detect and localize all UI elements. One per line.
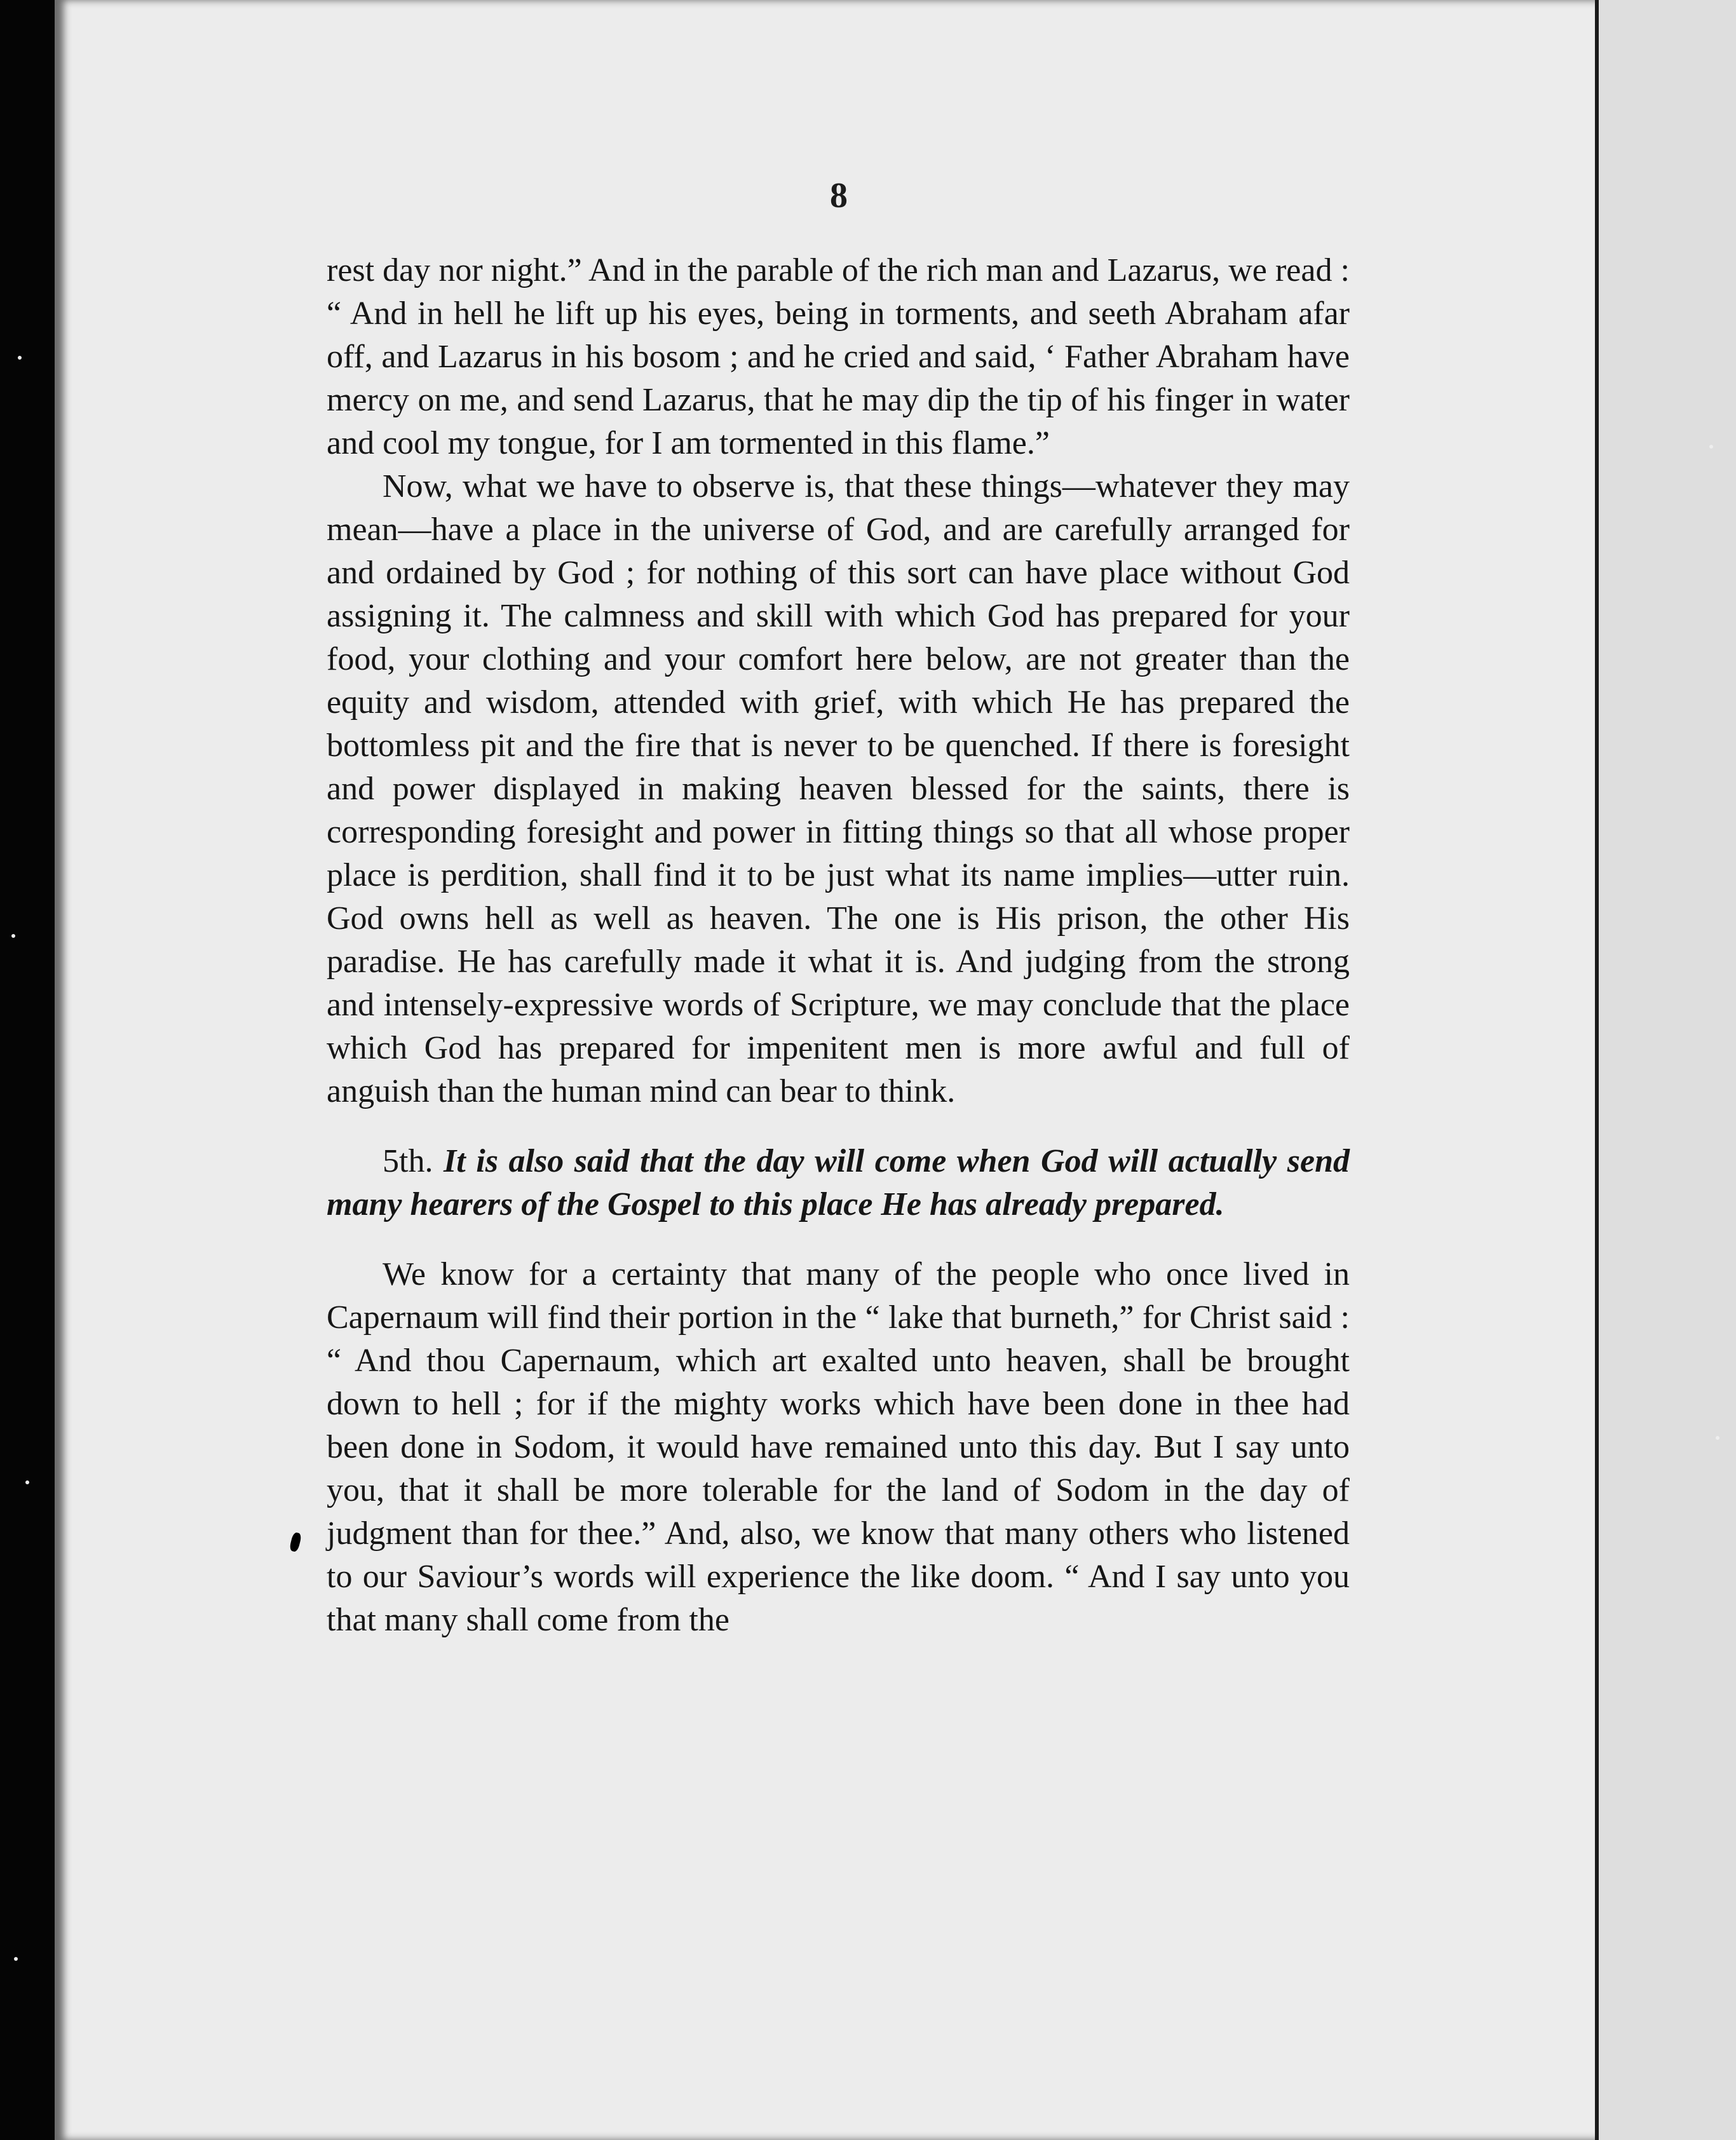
margin-speck [25, 1480, 29, 1484]
margin-speck [14, 1957, 18, 1961]
paragraph-capernaum: We know for a certainty that many of the people who once lived in Capernaum will find their portion in the “ lake that burneth,” for Christ said : “ And thou Capernaum, which art exalted unto heaven, shall be brought down to hell ; for if the mighty works which have been done in thee had been done in Sodom, it would have remained unto this day. But I say unto you, that it shall be more tolerable for the land of Sodom in the day of judgment than for thee.” And, also, we know that many others who listened to our Saviour’s words will experience the like doom. “ And I say unto you that many shall come from the [327, 1256, 1350, 1638]
paragraph-god-ordains-hell: Now, what we have to observe is, that these things—whatever they may mean—have a place in the universe of God, and are carefully arranged for and ordained by God ; for nothing of this sort can have place without God assigning it. The calmness and skill with which God has prepared for your food, your clothing and your comfort here below, are not greater than the equity and wisdom, attended with grief, with which He has prepared the bottomless pit and the fire that is never to be quenched. If there is foresight and power displayed in making heaven blessed for the saints, there is corresponding foresight and power in fitting things so that all whose proper place is perdition, shall find it to be just what its name implies—utter ruin. God owns hell as well as heaven. The one is His prison, the other His paradise. He has carefully made it what it is. And judging from the strong and intensely-expressive words of Scripture, we may conclude that the place which God has prepared for impenitent men is more awful and full of anguish than the human mind can bear to think. [327, 468, 1350, 1109]
section-heading-5th [327, 1140, 1350, 1226]
margin-speck [18, 356, 22, 360]
margin-speck [1709, 445, 1713, 449]
paragraph-rich-man-lazarus: rest day nor night.” And in the parable of the rich man and Lazarus, we read : “ And in hell he lift up his eyes, being in torments, and seeth Abraham afar off, and Lazarus in his bosom ; and he cried and said, ‘ Father Abraham have mercy on me, and send Lazarus, that he may dip the tip of his finger in water and cool my tongue, for I am tormented in this flame.” [327, 252, 1350, 461]
page-number: 8 [830, 176, 848, 215]
margin-speck [11, 934, 15, 938]
body-text [327, 249, 1350, 1642]
section-number: 5th. [383, 1143, 433, 1179]
margin-speck [1716, 1436, 1719, 1440]
adjacent-page-strip [1599, 0, 1736, 2140]
section-heading-text: It is also said that the day will come when God will actually send many hearers of the Gospel to this place He has already prepared. [327, 1143, 1350, 1222]
